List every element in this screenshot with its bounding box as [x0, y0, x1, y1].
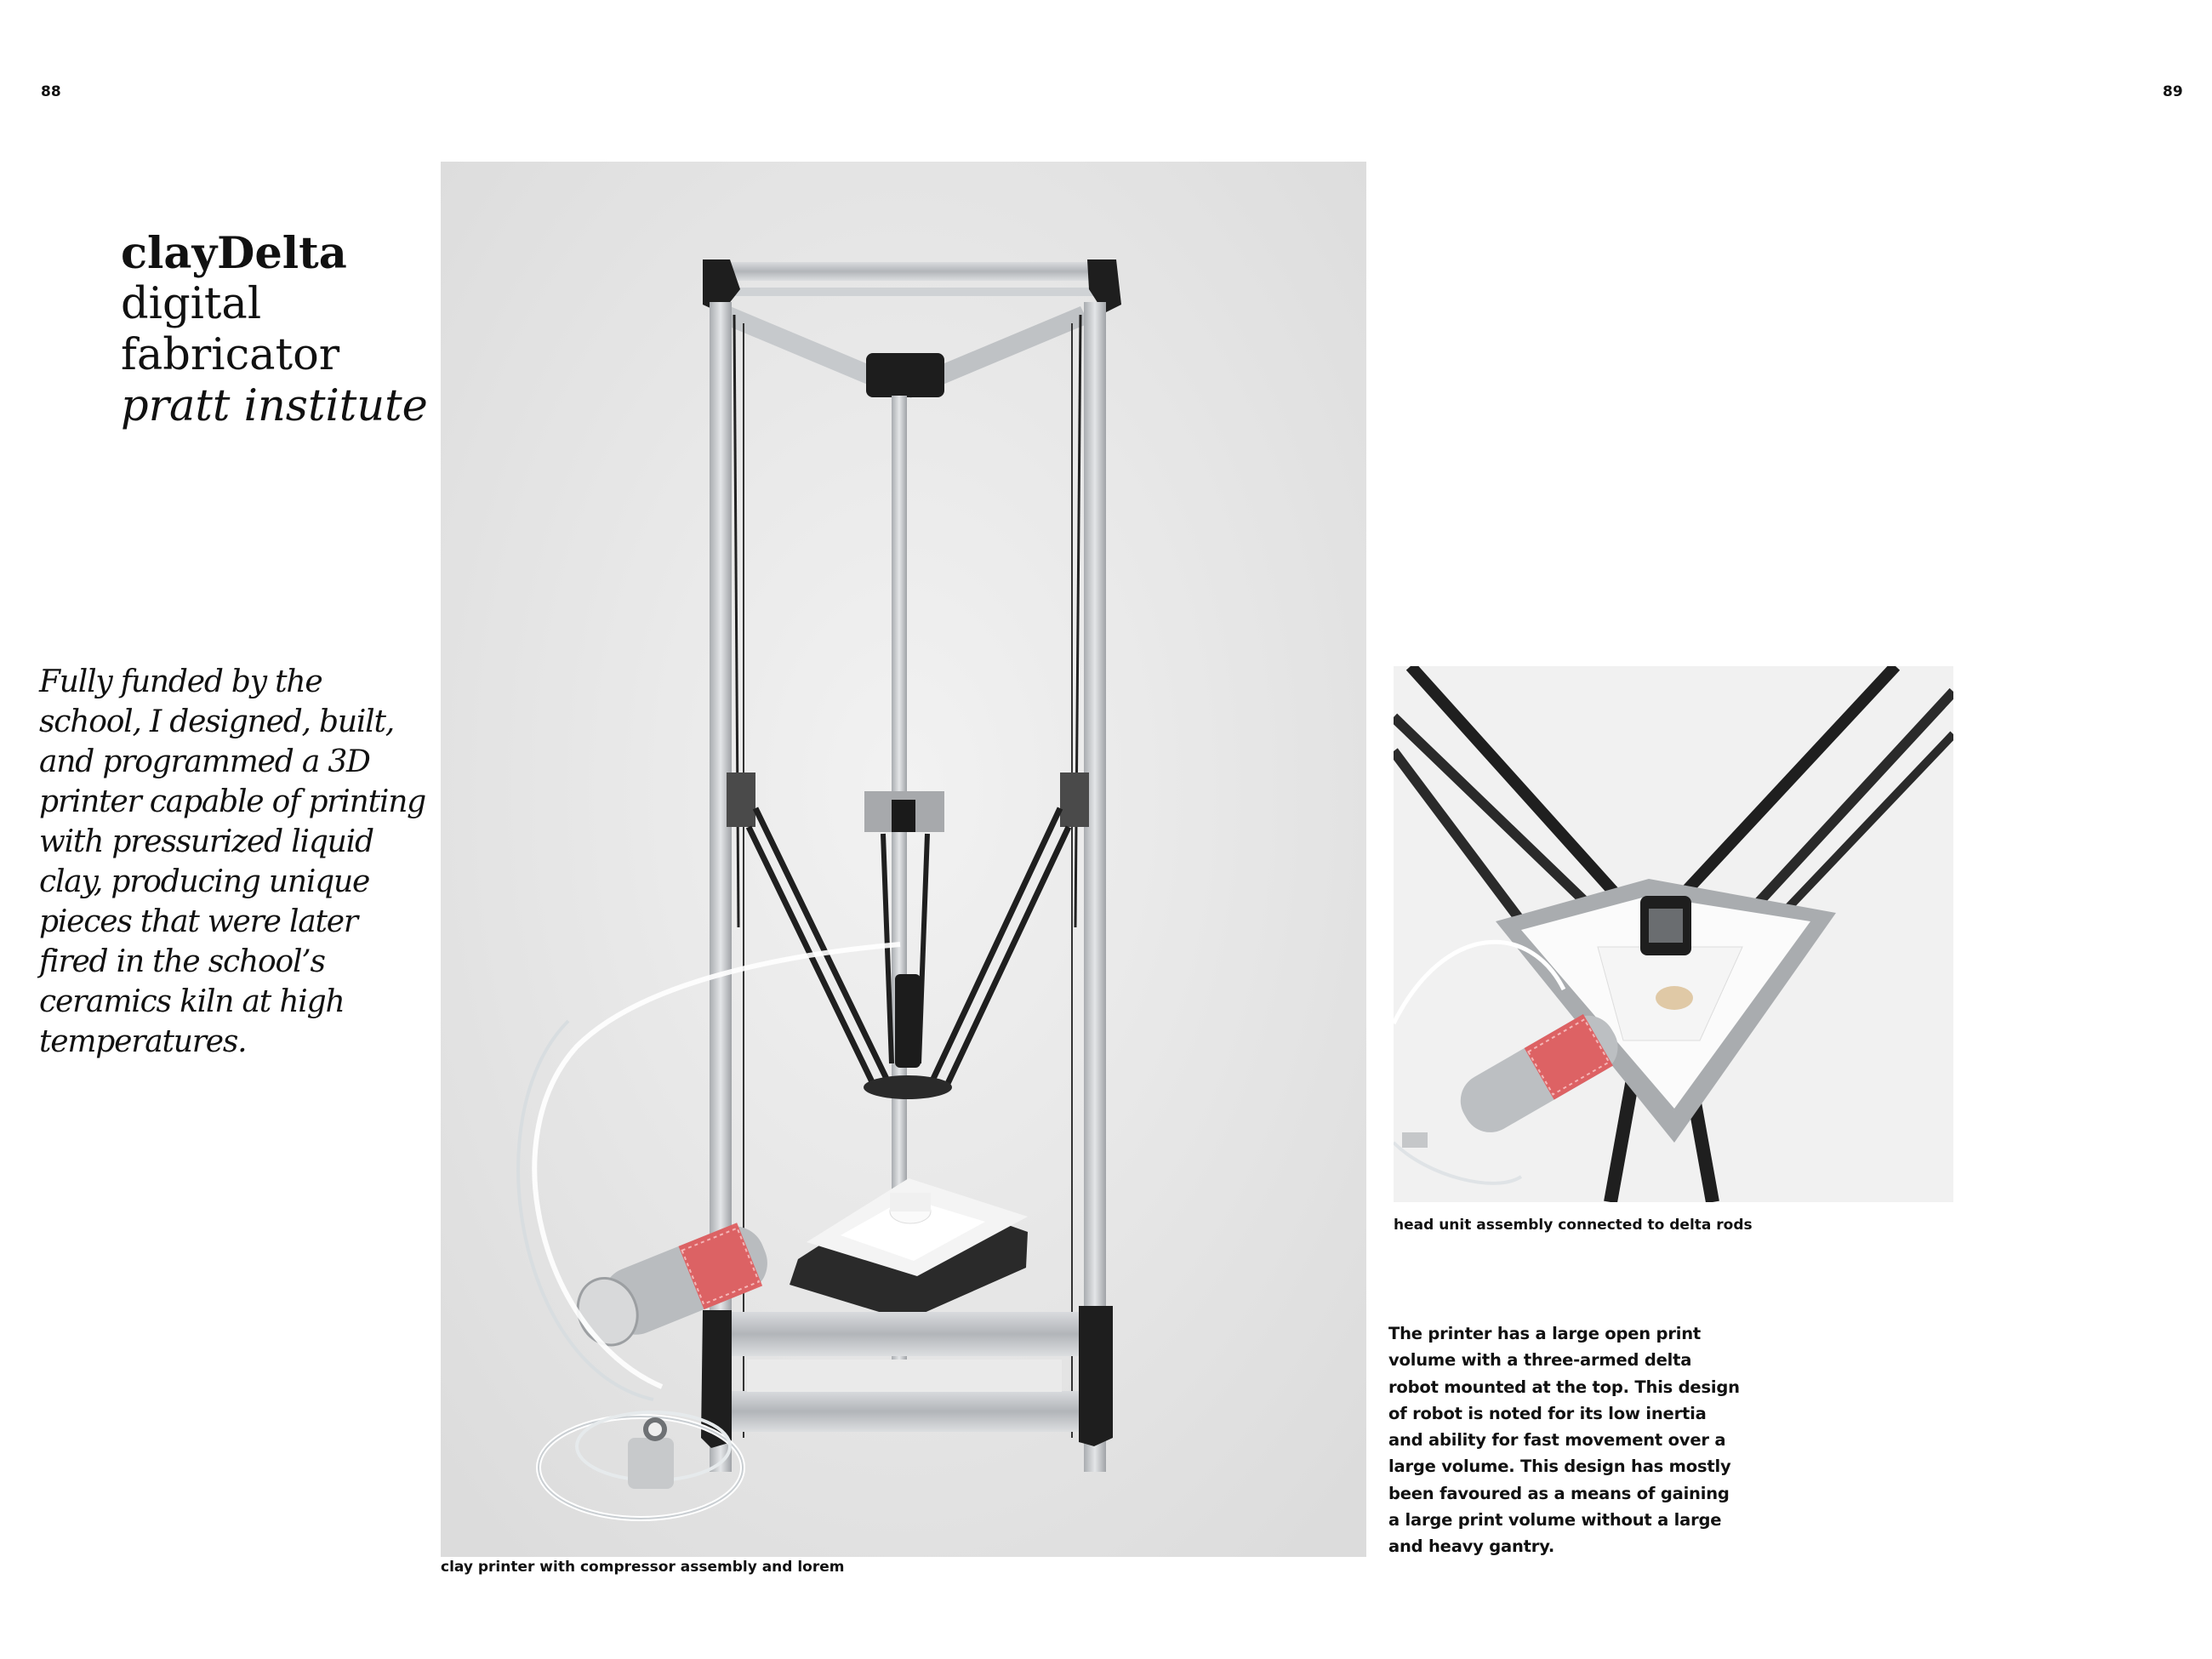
main-printer-photo — [441, 162, 1366, 1557]
project-title-block — [121, 228, 428, 432]
intro-paragraph: Fully funded by the school, I designed, built, and programmed a 3D printer capable of printing with pressurized liquid clay, producing unique pieces that were later fired in the school’s ceramics kiln at high temperatures. — [39, 664, 426, 1059]
project-subtitle-line-1: digital — [121, 279, 262, 329]
project-institution: pratt institute — [121, 381, 428, 431]
project-title: clayDelta — [121, 228, 347, 279]
body-paragraph: The printer has a large open print volume with a three-armed delta robot mounted at the top. This design of robot is noted for its low inertia and ability for fast movement over a large volume. This design has mostly been favoured as a means of gaining a large print volume without a large and heavy gantry. — [1388, 1324, 1740, 1557]
project-subtitle-line-2: fabricator — [121, 330, 340, 380]
main-photo-caption: clay printer with compressor assembly and lorem — [441, 1559, 845, 1576]
detail-photo-caption: head unit assembly connected to delta rods — [1394, 1217, 1753, 1234]
head-unit-photo-icon — [1394, 666, 1953, 1202]
page-number-left: 88 — [41, 83, 61, 100]
page-number-right: 89 — [2163, 83, 2183, 100]
delta-printer-photo-icon — [441, 162, 1366, 1557]
detail-head-unit-photo — [1394, 666, 1953, 1202]
